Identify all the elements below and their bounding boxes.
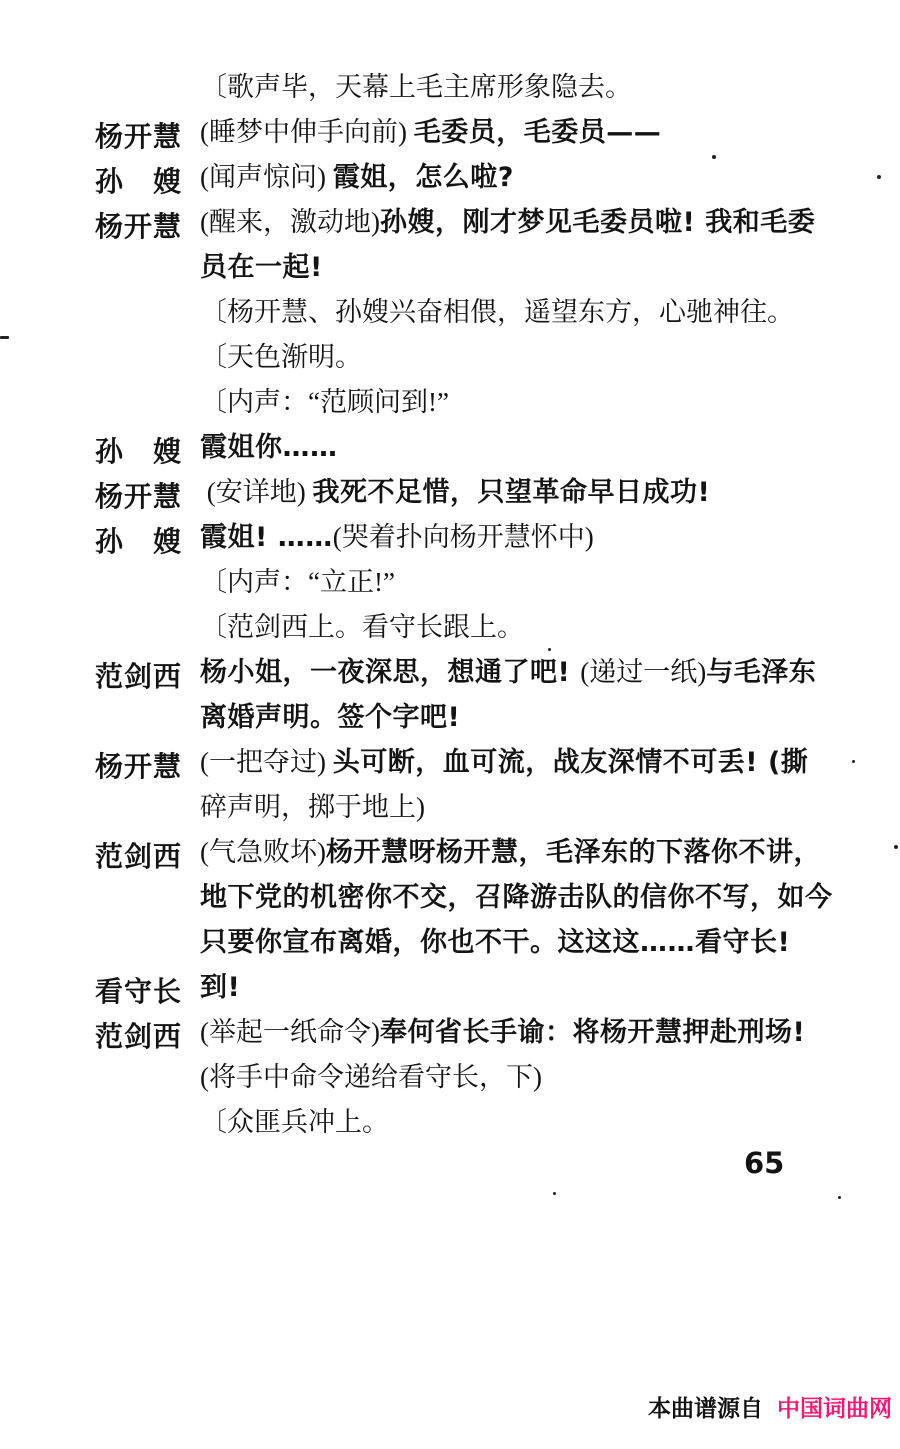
speaker-name: 杨开慧 [95,480,183,513]
line-text: 〔众匪兵冲上。 [200,1107,389,1137]
line-text: 到! [200,972,241,1003]
script-line [95,250,855,295]
scan-speck [0,336,9,339]
line-text: 〔歌声毕，天幕上毛主席形象隐去。 [200,72,632,102]
script-line [95,160,855,205]
line-text: (气急败坏)杨开慧呀杨开慧，毛泽东的下落你不讲， [200,837,821,868]
line-text: 霞姐! ……(哭着扑向杨开慧怀中) [200,522,594,553]
line-text: (一把夺过) 头可断，血可流，战友深情不可丢! (撕 [200,747,809,778]
line-text: 碎声明，掷于地上) [200,792,425,822]
line-text: (闻声惊问) 霞姐，怎么啦? [200,162,514,193]
speaker-name: 范剑西 [95,1020,183,1053]
script-line [95,970,855,1015]
line-text: 〔杨开慧、孙嫂兴奋相偎，遥望东方，心驰神往。 [200,297,794,327]
scan-speck [548,648,551,651]
line-text: 杨小姐，一夜深思，想通了吧! (递过一纸)与毛泽东 [200,657,817,688]
script-line [95,745,855,790]
script-line [95,115,855,160]
script-line [95,610,855,655]
speaker-name: 孙 嫂 [95,165,183,198]
scan-speck [877,175,881,179]
line-text: (安详地) 我死不足惜，只望革命早日成功! [200,477,711,508]
watermark [616,1364,892,1449]
scan-speck [894,845,898,849]
script-line [95,430,855,475]
line-text: 霞姐你…… [200,432,338,463]
line-text: (将手中命令递给看守长，下) [200,1062,542,1092]
script-line [95,295,855,340]
script-line [95,565,855,610]
line-text: (醒来，激动地)孙嫂，刚才梦见毛委员啦! 我和毛委 [200,207,816,238]
line-text: 地下党的机密你不交，召降游击队的信你不写，如今 [200,882,833,913]
line-text: 员在一起! [200,252,323,283]
script-line [95,70,855,115]
script-line [95,520,855,565]
line-text: 离婚声明。签个字吧! [200,702,461,733]
line-text: (睡梦中伸手向前) 毛委员，毛委员—— [200,117,662,148]
speaker-name: 杨开慧 [95,210,183,243]
speaker-name: 看守长 [95,975,183,1008]
script-line [95,385,855,430]
line-text: 〔内声：“范顾问到!” [200,387,449,417]
script-line [95,340,855,385]
line-text: 〔天色渐明。 [200,342,362,372]
scan-speck [553,1192,556,1195]
speaker-name: 范剑西 [95,660,183,693]
scan-speck [852,760,855,763]
speaker-name: 杨开慧 [95,120,183,153]
script-line [95,205,855,250]
script-line [95,700,855,745]
line-text: 只要你宣布离婚，你也不干。这这这……看守长! [200,927,791,958]
speaker-name: 孙 嫂 [95,435,183,468]
scan-speck [712,155,716,159]
page-number: 65 [744,1146,785,1180]
script-line [95,790,855,835]
script-line [95,1105,855,1150]
line-text: (举起一纸命令)奉何省长手谕：将杨开慧押赴刑场! [200,1017,806,1048]
script-body [95,70,855,1150]
script-line [95,835,855,880]
speaker-name: 范剑西 [95,840,183,873]
speaker-name: 杨开慧 [95,750,183,783]
speaker-name: 孙 嫂 [95,525,183,558]
script-line [95,655,855,700]
watermark-site-link[interactable]: 中国词曲网 [777,1396,892,1422]
line-text: 〔范剑西上。看守长跟上。 [200,612,524,642]
script-line [95,1015,855,1060]
watermark-prefix: 本曲谱源自 [648,1396,763,1422]
scan-speck [838,1196,841,1199]
line-text: 〔内声：“立正!” [200,567,395,597]
script-line [95,880,855,925]
script-line [95,925,855,970]
script-line [95,1060,855,1105]
script-line [95,475,855,520]
